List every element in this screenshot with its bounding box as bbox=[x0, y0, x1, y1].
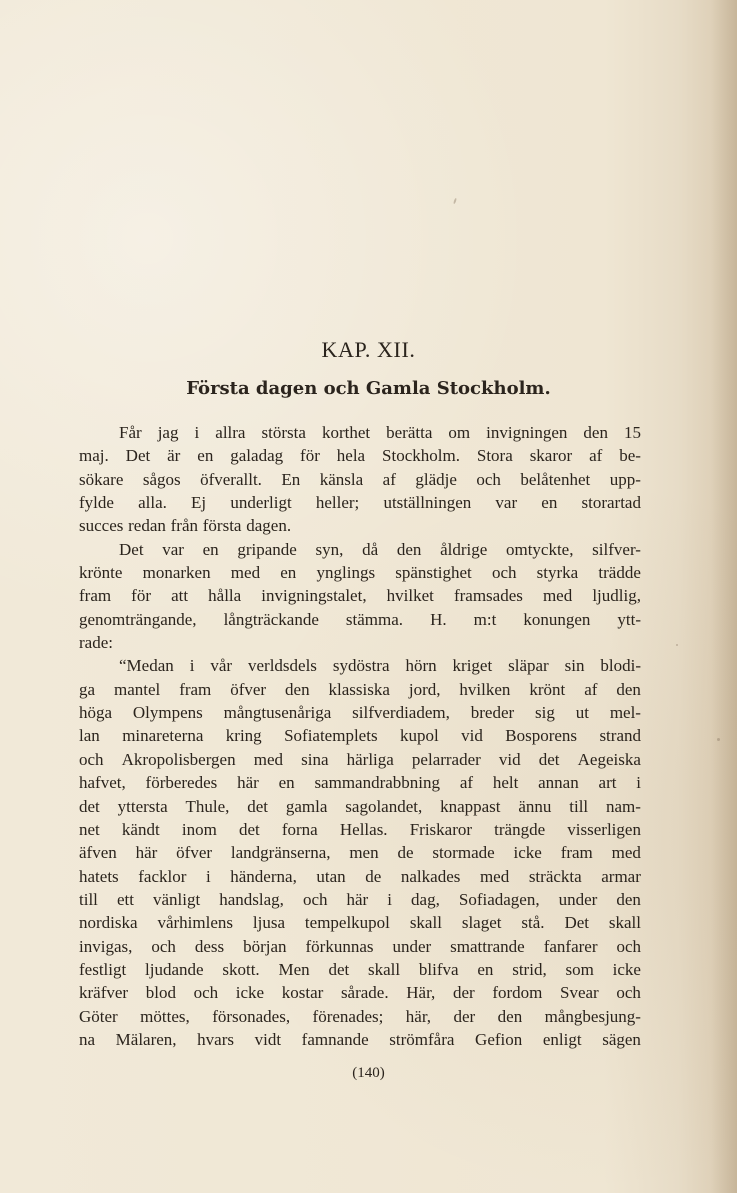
text-line bbox=[79, 514, 641, 537]
text-word: klassiska bbox=[328, 679, 390, 699]
text-word: och bbox=[476, 469, 501, 489]
text-word: af bbox=[459, 773, 474, 793]
text-word: jord, bbox=[408, 679, 441, 699]
text-word: Gefion bbox=[475, 1029, 523, 1049]
text-word: till bbox=[569, 796, 589, 816]
text-word: skall bbox=[368, 959, 401, 979]
text-line bbox=[79, 561, 641, 584]
text-word: landgränserna, bbox=[230, 843, 331, 863]
text-word: konungen bbox=[523, 609, 591, 629]
text-line bbox=[79, 1005, 641, 1028]
text-word: ut bbox=[575, 703, 589, 723]
text-word: af bbox=[584, 679, 598, 699]
text-word: en bbox=[541, 493, 558, 513]
text-line bbox=[79, 608, 641, 631]
text-word: öfver bbox=[230, 679, 267, 699]
text-word: kändt bbox=[121, 819, 160, 839]
text-word: ynglings bbox=[316, 563, 376, 583]
text-word: en bbox=[202, 539, 219, 559]
text-word: sig bbox=[535, 703, 555, 723]
text-word: Olympens bbox=[132, 703, 203, 723]
text-word: i bbox=[194, 423, 200, 442]
text-word: händerna, bbox=[230, 866, 297, 886]
text-word: fylde bbox=[79, 493, 114, 513]
text-word: största bbox=[261, 423, 306, 442]
text-word: för bbox=[300, 446, 320, 466]
text-word: visserligen bbox=[567, 819, 641, 839]
text-word: här bbox=[237, 773, 259, 793]
text-word: blodi- bbox=[600, 656, 641, 676]
text-word: hela bbox=[336, 446, 366, 466]
text-word: ljudlig, bbox=[592, 586, 641, 606]
text-word: det bbox=[79, 796, 100, 816]
text-word: strömfåra bbox=[389, 1029, 455, 1049]
text-word: Det bbox=[125, 446, 151, 466]
text-word: och bbox=[616, 936, 641, 956]
text-line bbox=[79, 654, 641, 677]
text-word: galadag bbox=[230, 446, 284, 466]
text-word: slaget bbox=[461, 913, 502, 933]
text-line bbox=[79, 701, 641, 724]
text-word: gripande bbox=[237, 539, 297, 559]
text-word: framsades bbox=[453, 586, 523, 606]
text-word: stå. bbox=[521, 913, 545, 933]
text-word: fram bbox=[179, 679, 212, 699]
text-word: åldrige bbox=[440, 539, 488, 559]
text-word: och bbox=[79, 749, 104, 769]
text-word: i bbox=[189, 656, 195, 676]
text-word: släpar bbox=[508, 656, 549, 676]
text-word: i bbox=[205, 866, 211, 886]
text-word: syn, bbox=[315, 539, 344, 559]
text-word: gamla bbox=[285, 796, 328, 816]
text-word: fanfarer bbox=[543, 936, 598, 956]
text-line bbox=[79, 911, 641, 934]
text-word: en bbox=[280, 563, 297, 583]
text-word: sökare bbox=[79, 469, 124, 489]
text-word: och bbox=[616, 983, 641, 1003]
text-word: en bbox=[477, 959, 494, 979]
text-word: inom bbox=[181, 819, 217, 839]
text-word: helt bbox=[492, 773, 519, 793]
text-word: sammandrabbning bbox=[314, 773, 441, 793]
text-word: här bbox=[135, 843, 158, 863]
text-word: rade: bbox=[79, 633, 113, 653]
text-word: berätta bbox=[386, 423, 433, 442]
text-word: invigas, bbox=[79, 936, 133, 956]
text-word: i bbox=[387, 889, 392, 909]
text-word: der bbox=[453, 1006, 476, 1026]
text-word: de bbox=[397, 843, 414, 863]
text-word: smattrande bbox=[450, 936, 525, 956]
text-word: fordom bbox=[492, 983, 543, 1003]
text-word: blod bbox=[145, 983, 176, 1003]
text-word: möttes, bbox=[140, 1006, 190, 1026]
text-word: verldsdels bbox=[247, 656, 317, 676]
text-word: enligt bbox=[542, 1029, 582, 1049]
text-word: “Medan bbox=[119, 656, 174, 676]
text-word: härliga bbox=[346, 749, 394, 769]
text-word: mångbesjung- bbox=[544, 1006, 641, 1026]
text-word: hatets bbox=[79, 866, 119, 886]
text-word: stämma. bbox=[345, 609, 404, 629]
text-word: storartad bbox=[581, 493, 641, 513]
text-word: spänstighet bbox=[395, 563, 472, 583]
text-line bbox=[79, 818, 641, 841]
text-word: Men bbox=[278, 959, 310, 979]
text-word: med bbox=[542, 586, 573, 606]
text-word: omtyckte, bbox=[505, 539, 574, 559]
text-word: långträckande bbox=[223, 609, 319, 629]
text-word: från bbox=[170, 516, 199, 536]
text-word: heller; bbox=[315, 493, 360, 513]
text-word: höga bbox=[79, 703, 113, 723]
text-word: Det bbox=[119, 539, 144, 559]
text-word: hvars bbox=[197, 1029, 234, 1049]
text-word: en bbox=[278, 773, 295, 793]
text-word: här, bbox=[405, 1006, 432, 1026]
paper-speck bbox=[453, 198, 457, 204]
text-line bbox=[79, 958, 641, 981]
text-line bbox=[79, 865, 641, 888]
text-word: art bbox=[598, 773, 617, 793]
text-word: H. bbox=[430, 609, 447, 629]
text-word: minareterna bbox=[122, 726, 204, 746]
paper-speck bbox=[676, 644, 678, 646]
text-word: i bbox=[636, 773, 641, 793]
text-word: krönte bbox=[79, 563, 123, 583]
text-word: alla. bbox=[138, 493, 167, 513]
text-word: den bbox=[285, 679, 310, 699]
text-word: vid bbox=[461, 726, 483, 746]
text-word: icke bbox=[612, 959, 641, 979]
text-word: utan bbox=[316, 866, 346, 886]
text-line bbox=[79, 841, 641, 864]
text-word: med bbox=[611, 843, 641, 863]
text-word: Sofiatemplets bbox=[284, 726, 378, 746]
text-word: forna bbox=[281, 819, 318, 839]
text-word: Thule, bbox=[185, 796, 230, 816]
text-word: icke bbox=[235, 983, 265, 1003]
text-word: allra bbox=[215, 423, 246, 442]
text-word: invigningen bbox=[486, 423, 568, 442]
text-word: blifva bbox=[418, 959, 459, 979]
text-word: silfverdiadem, bbox=[352, 703, 450, 723]
text-word: tempelkupol bbox=[304, 913, 390, 933]
text-word: sträckta bbox=[528, 866, 582, 886]
text-word: ännu bbox=[518, 796, 552, 816]
text-line bbox=[79, 724, 641, 747]
text-line bbox=[79, 748, 641, 771]
text-word: Stora bbox=[476, 446, 513, 466]
text-word: lan bbox=[79, 726, 100, 746]
text-word: fram bbox=[560, 843, 593, 863]
text-line bbox=[79, 584, 641, 607]
text-word: och bbox=[491, 563, 517, 583]
text-word: med bbox=[253, 749, 283, 769]
text-word: Här, bbox=[406, 983, 436, 1003]
text-word: kring bbox=[225, 726, 262, 746]
text-word: sagolandet, bbox=[345, 796, 423, 816]
text-word: äfven bbox=[79, 843, 117, 863]
text-word: nam- bbox=[606, 796, 641, 816]
text-word: för bbox=[131, 586, 151, 606]
text-word: öfverallt. bbox=[200, 469, 262, 489]
text-word: maj. bbox=[79, 446, 109, 466]
text-word: utställningen bbox=[383, 493, 472, 513]
text-word: den bbox=[497, 1006, 523, 1026]
text-word: öfver bbox=[176, 843, 213, 863]
text-word: det bbox=[538, 749, 560, 769]
text-word: dess bbox=[194, 936, 225, 956]
text-word: vårhimlens bbox=[157, 913, 233, 933]
text-word: der bbox=[452, 983, 475, 1003]
text-word: under bbox=[392, 936, 432, 956]
text-word: trädde bbox=[598, 563, 641, 583]
text-word: försonades, bbox=[212, 1006, 291, 1026]
text-line bbox=[79, 491, 641, 514]
text-word: här bbox=[346, 889, 369, 909]
text-word: känsla bbox=[319, 469, 364, 489]
text-word: af bbox=[382, 469, 396, 489]
text-word: styrka bbox=[536, 563, 579, 583]
text-word: pelarrader bbox=[411, 749, 481, 769]
text-word: skott. bbox=[222, 959, 260, 979]
text-word: net bbox=[79, 819, 100, 839]
text-word: med bbox=[230, 563, 261, 583]
text-word: vid bbox=[498, 749, 521, 769]
text-word: förenades; bbox=[312, 1006, 384, 1026]
text-word: kräfver bbox=[79, 983, 129, 1003]
text-line bbox=[79, 631, 641, 654]
text-word: ett bbox=[116, 889, 134, 909]
text-word: nordiska bbox=[79, 913, 138, 933]
text-word: sin bbox=[564, 656, 585, 676]
text-word: fram bbox=[79, 586, 112, 606]
text-word: ljusa bbox=[252, 913, 286, 933]
text-word: var bbox=[162, 539, 184, 559]
text-word: nalkades bbox=[400, 866, 461, 886]
text-word: mångtusenåriga bbox=[223, 703, 332, 723]
text-word: var bbox=[495, 493, 518, 513]
page-edge-shadow bbox=[711, 0, 737, 1193]
text-word: Det bbox=[564, 913, 589, 933]
text-word: vidt bbox=[254, 1029, 282, 1049]
text-word: sägen bbox=[602, 1029, 641, 1049]
text-word: Hellas. bbox=[339, 819, 388, 839]
text-word: dagen. bbox=[246, 516, 292, 536]
text-word: och bbox=[151, 936, 176, 956]
text-word: be- bbox=[619, 446, 641, 466]
text-word: silfver- bbox=[592, 539, 641, 559]
text-line bbox=[79, 981, 641, 1004]
text-word: belåtenhet bbox=[520, 469, 591, 489]
text-word: skaror bbox=[529, 446, 573, 466]
text-word: att bbox=[171, 586, 189, 606]
text-word: genomträngande, bbox=[79, 609, 197, 629]
text-word: dag, bbox=[411, 889, 440, 909]
text-word: första bbox=[202, 516, 242, 536]
text-word: sårade. bbox=[340, 983, 389, 1003]
text-line bbox=[79, 1028, 641, 1051]
text-word: annan bbox=[538, 773, 579, 793]
text-word: sågos bbox=[142, 469, 181, 489]
text-word: armar bbox=[601, 866, 641, 886]
text-word: sina bbox=[301, 749, 329, 769]
text-word: underligt bbox=[230, 493, 292, 513]
text-line bbox=[79, 538, 641, 561]
text-word: Sofiadagen, bbox=[458, 889, 540, 909]
body-text bbox=[79, 421, 641, 1051]
text-word: det bbox=[328, 959, 350, 979]
text-word: kostar bbox=[281, 983, 324, 1003]
text-word: strand bbox=[599, 726, 641, 746]
text-word: vår bbox=[210, 656, 233, 676]
text-word: invigningstalet, bbox=[261, 586, 367, 606]
text-line bbox=[79, 771, 641, 794]
text-word: under bbox=[558, 889, 598, 909]
text-word: sydöstra bbox=[332, 656, 390, 676]
text-word: och bbox=[302, 889, 328, 909]
text-word: mantel bbox=[113, 679, 161, 699]
text-word: af bbox=[589, 446, 603, 466]
text-word: en bbox=[197, 446, 214, 466]
text-word: yttersta bbox=[117, 796, 168, 816]
text-word: Får bbox=[119, 423, 142, 442]
text-word: Mälaren, bbox=[115, 1029, 177, 1049]
text-word: och bbox=[193, 983, 219, 1003]
text-word: Göter bbox=[79, 1006, 118, 1026]
text-word: korthet bbox=[321, 423, 371, 442]
text-word: jag bbox=[157, 423, 179, 442]
text-word: Akropolisbergen bbox=[121, 749, 236, 769]
paper-speck bbox=[717, 738, 720, 741]
text-word: hafvet, bbox=[79, 773, 126, 793]
text-word: hvilket bbox=[386, 586, 434, 606]
text-word: na bbox=[79, 1029, 96, 1049]
text-line bbox=[79, 421, 641, 444]
text-word: är bbox=[167, 446, 181, 466]
text-line bbox=[79, 678, 641, 701]
text-word: upp- bbox=[609, 469, 641, 489]
text-word: förkunnas bbox=[305, 936, 374, 956]
page-number: (140) bbox=[352, 1065, 385, 1081]
text-word: glädje bbox=[415, 469, 457, 489]
text-line bbox=[79, 795, 641, 818]
text-line bbox=[79, 468, 641, 491]
text-word: festligt bbox=[79, 959, 127, 979]
text-word: ga bbox=[79, 679, 96, 699]
text-word: Stockholm. bbox=[382, 446, 460, 466]
text-word: hålla bbox=[208, 586, 242, 606]
text-word: 15 bbox=[624, 423, 641, 442]
text-word: Bosporens bbox=[505, 726, 578, 746]
text-word: stormade bbox=[432, 843, 495, 863]
text-word: m:t bbox=[473, 609, 497, 629]
text-word: det bbox=[238, 819, 260, 839]
text-line bbox=[79, 935, 641, 958]
text-word: Ej bbox=[191, 493, 207, 513]
text-word: skall bbox=[409, 913, 442, 933]
text-word: ljudande bbox=[145, 959, 204, 979]
text-word: knappast bbox=[440, 796, 501, 816]
text-word: facklor bbox=[138, 866, 187, 886]
text-line bbox=[79, 888, 641, 911]
text-word: men bbox=[349, 843, 379, 863]
text-word: Svear bbox=[560, 983, 599, 1003]
text-word: det bbox=[247, 796, 269, 816]
text-word: förberedes bbox=[145, 773, 218, 793]
text-word: mel- bbox=[609, 703, 641, 723]
text-word: med bbox=[479, 866, 510, 886]
text-word: krönt bbox=[529, 679, 566, 699]
chapter-heading: KAP. XII. bbox=[321, 337, 416, 362]
text-word: trängde bbox=[494, 819, 546, 839]
text-word: Aegeiska bbox=[577, 749, 641, 769]
text-word: strid, bbox=[512, 959, 547, 979]
text-word: den bbox=[396, 539, 422, 559]
text-word: kriget bbox=[452, 656, 493, 676]
text-word: som bbox=[565, 959, 594, 979]
text-word: hvilken bbox=[459, 679, 511, 699]
text-word: handslag, bbox=[219, 889, 284, 909]
text-word: Friskaror bbox=[409, 819, 473, 839]
chapter-title: Första dagen och Gamla Stockholm. bbox=[186, 378, 551, 399]
text-word: redan bbox=[128, 516, 166, 536]
text-word: succes bbox=[79, 516, 124, 536]
text-word: vänligt bbox=[152, 889, 201, 909]
text-word: icke bbox=[513, 843, 542, 863]
text-line bbox=[79, 444, 641, 467]
text-word: den bbox=[583, 423, 608, 442]
text-word: den bbox=[616, 679, 641, 699]
text-word: En bbox=[281, 469, 301, 489]
text-word: till bbox=[79, 889, 98, 909]
text-word: om bbox=[448, 423, 471, 442]
text-word: hörn bbox=[405, 656, 437, 676]
text-word: ytt- bbox=[617, 609, 641, 629]
text-word: början bbox=[243, 936, 287, 956]
text-word: skall bbox=[608, 913, 641, 933]
text-word: monarken bbox=[142, 563, 211, 583]
text-word: kupol bbox=[399, 726, 439, 746]
text-word: famnande bbox=[301, 1029, 369, 1049]
text-word: den bbox=[616, 889, 641, 909]
text-word: breder bbox=[470, 703, 515, 723]
text-word: de bbox=[365, 866, 382, 886]
text-word: då bbox=[362, 539, 379, 559]
